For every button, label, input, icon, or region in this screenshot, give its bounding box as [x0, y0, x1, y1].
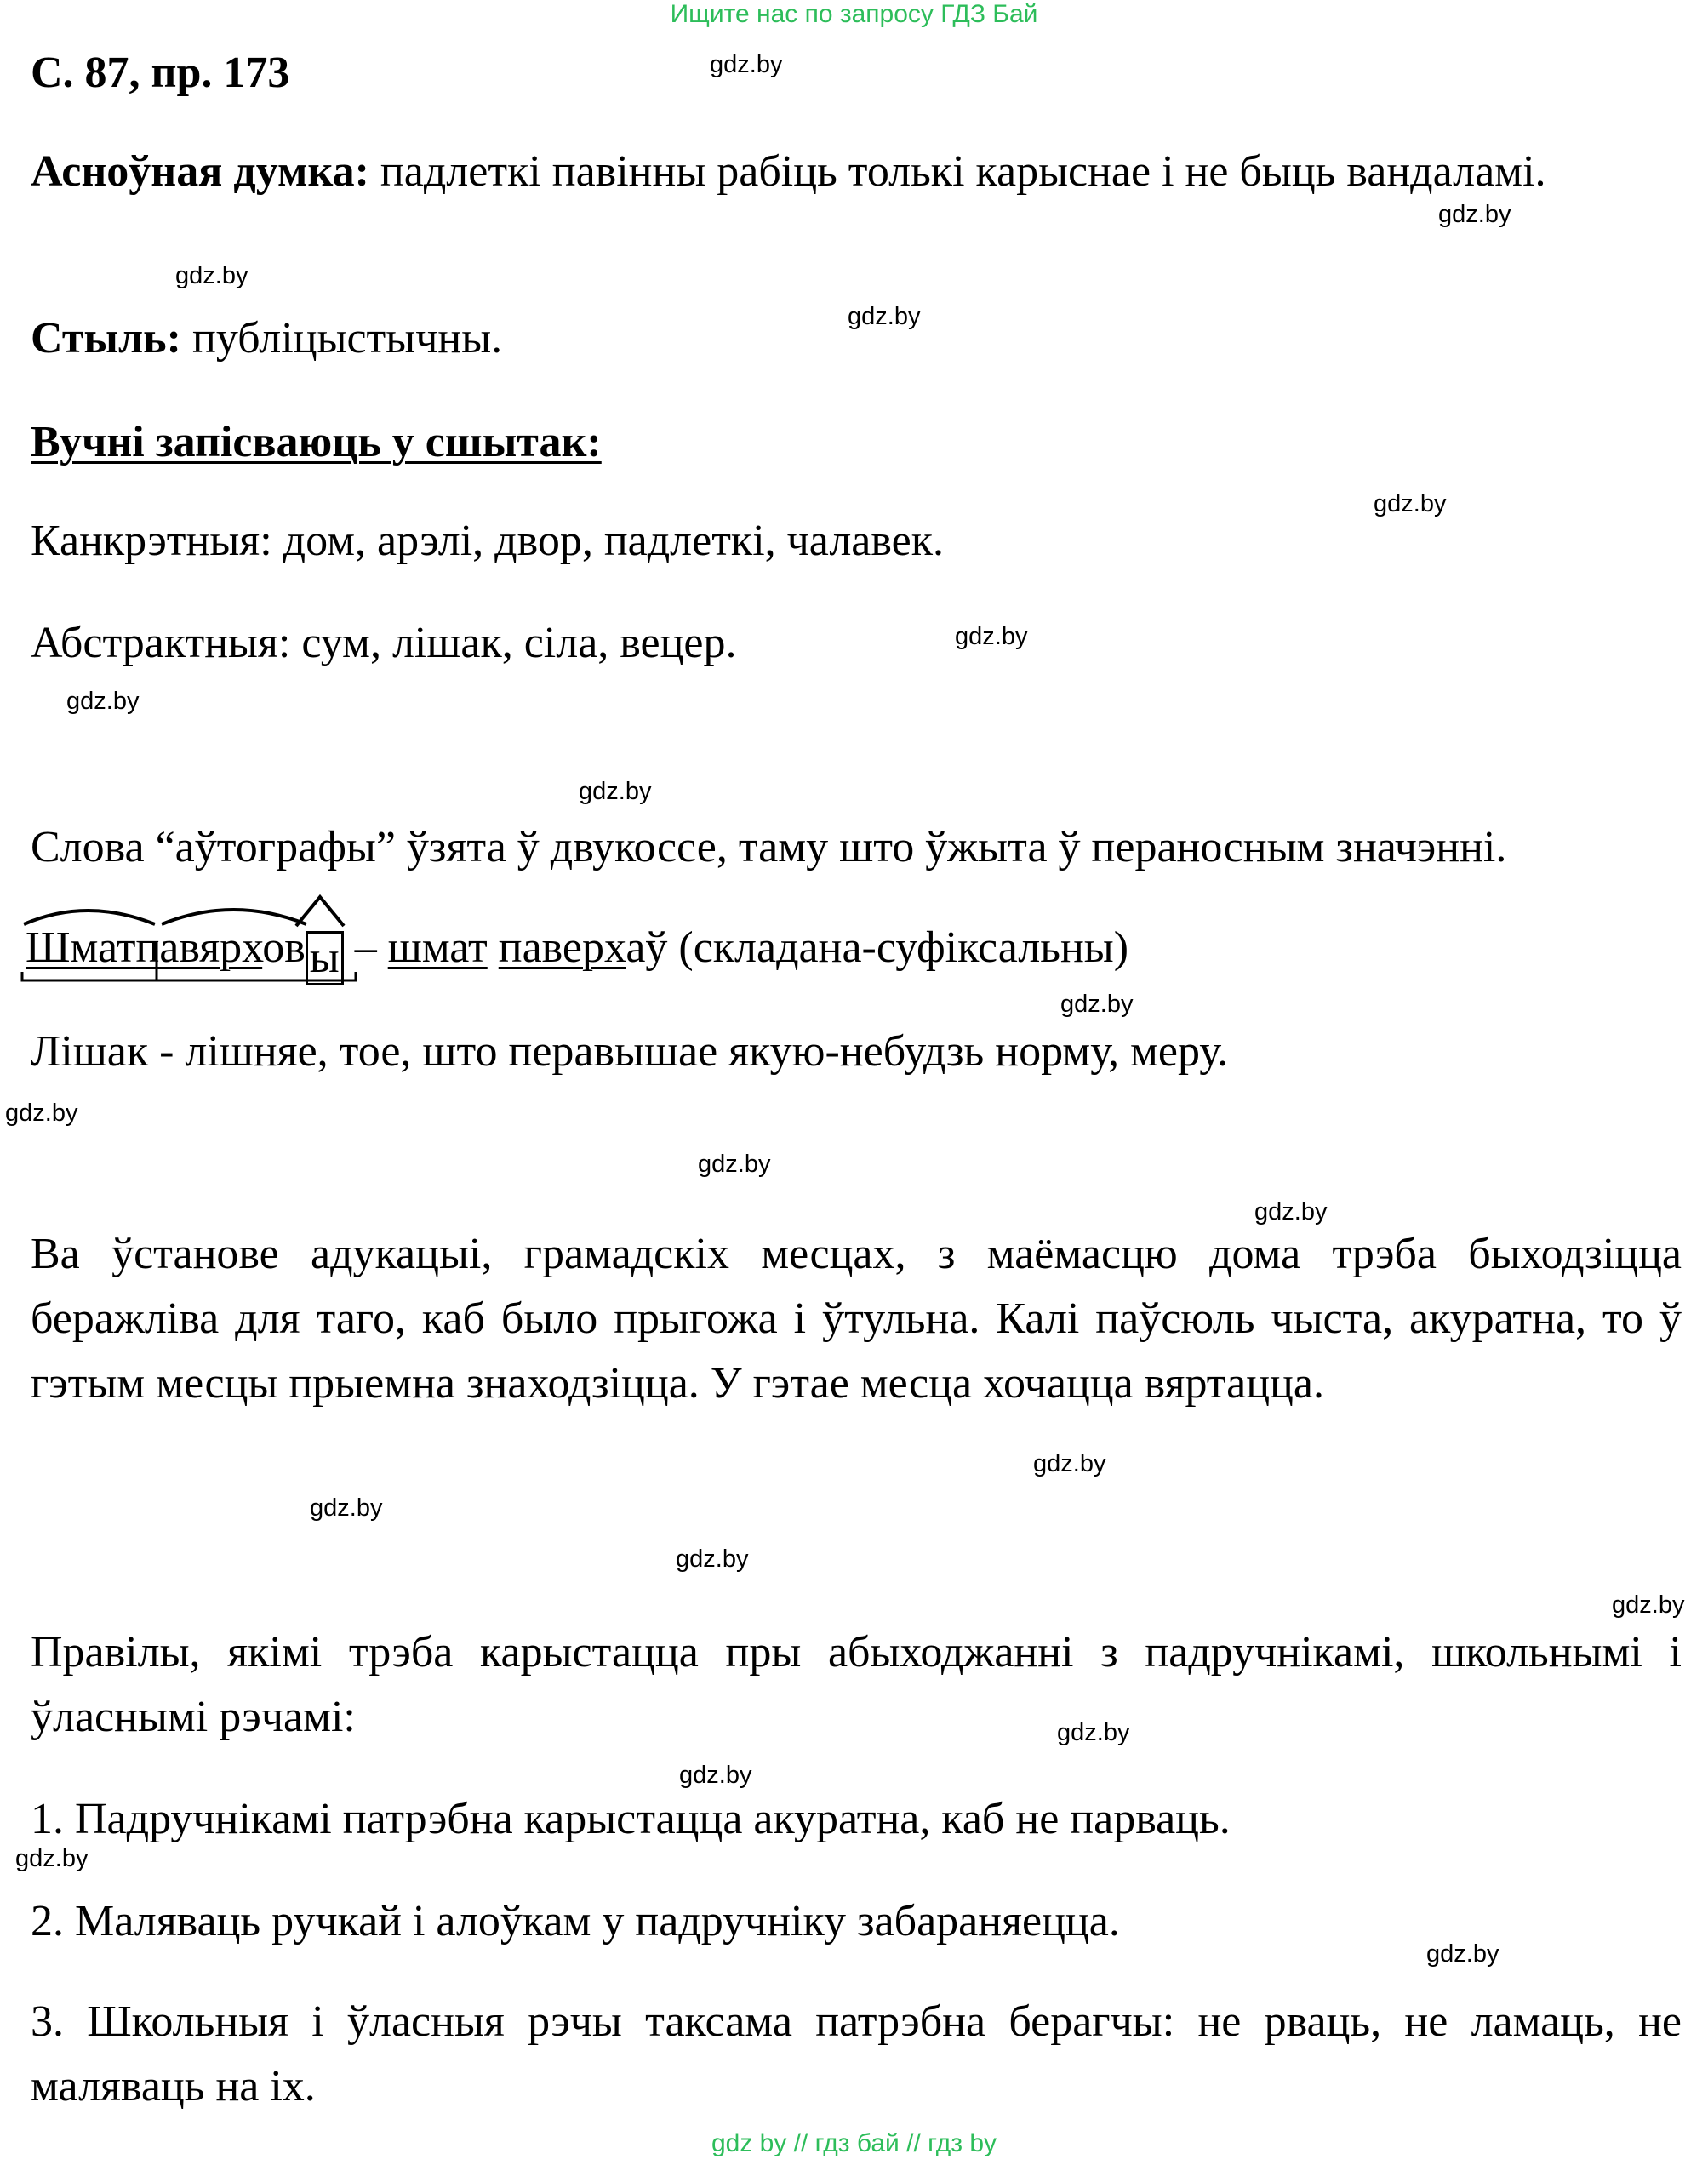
concrete-nouns: Канкрэтныя: дом, арэлі, двор, падлеткі, чалавек.: [31, 517, 944, 565]
rule-item-3: 3. Школьныя і ўласныя рэчы таксама патрэбна берагчы: не рваць, не ламаць, не маляваць на іх.: [31, 1997, 1682, 2111]
watermark: gdz.by: [310, 1494, 383, 1522]
morphology-line: [26, 916, 1128, 985]
watermark: gdz.by: [1426, 1940, 1499, 1968]
top-banner: Ищите нас по запросу ГДЗ Бай: [670, 0, 1038, 28]
morph-word-1: шмат: [387, 923, 488, 972]
quotes-explanation: Слова “аўтографы” ўзята ў двукоссе, таму што ўжыта ў пераносным значэнні.: [31, 823, 1507, 871]
morph-tail: аў (складана-суфіксальны): [626, 923, 1129, 972]
watermark: gdz.by: [710, 51, 783, 78]
morph-dash: –: [343, 923, 388, 972]
footer-links: gdz by // гдз бай // гдз by: [711, 2129, 997, 2157]
watermark: gdz.by: [1033, 1450, 1106, 1477]
morph-root-1: Шмат: [26, 923, 136, 972]
style-text: публіцыстычны.: [181, 314, 503, 363]
watermark: gdz.by: [698, 1151, 771, 1178]
style-line: [31, 306, 502, 371]
lishak-definition: Лішак - лішняе, тое, што перавышае якую-небудзь норму, меру.: [31, 1027, 1229, 1076]
morph-space: [488, 923, 499, 972]
page-title: С. 87, пр. 173: [31, 49, 290, 97]
rule-item-1: 1. Падручнікамі патрэбна карыстацца акуратна, каб не парваць.: [31, 1795, 1231, 1843]
morph-root-2: павярх: [135, 923, 263, 972]
watermark: gdz.by: [1438, 201, 1511, 228]
watermark: gdz.by: [1060, 991, 1134, 1018]
watermark: gdz.by: [1254, 1198, 1328, 1225]
body-paragraph: Ва ўстанове адукацыі, грамадскіх месцах, з маёмасцю дома трэба быходзіцца беражліва для таго, каб было прыгожа і ўтульна. Калі паўсюль чыста, акуратна, то ў гэтым месцы прыемна знаходзіцца. У гэтае месца хочацца вяртацца.: [31, 1230, 1682, 1408]
watermark: gdz.by: [676, 1545, 749, 1573]
style-label: Стыль:: [31, 314, 181, 363]
watermark: gdz.by: [848, 303, 921, 330]
rule-item-2: 2. Маляваць ручкай і алоўкам у падручніку забараняецца.: [31, 1897, 1120, 1945]
watermark: gdz.by: [175, 262, 248, 289]
watermark: gdz.by: [679, 1762, 752, 1789]
rules-intro: Правілы, якімі трэба карыстацца пры абыходжанні з падручнікамі, школьнымі і ўласнымі рэчамі:: [31, 1628, 1682, 1741]
watermark: gdz.by: [15, 1845, 89, 1872]
watermark: gdz.by: [66, 688, 140, 715]
watermark: gdz.by: [1374, 490, 1447, 517]
main-idea-text: падлеткі павінны рабіць толькі карыснае і не быць вандаламі.: [368, 147, 1546, 196]
watermark: gdz.by: [579, 778, 652, 805]
watermark: gdz.by: [955, 623, 1028, 650]
watermark: gdz.by: [1612, 1591, 1685, 1619]
main-idea-label: Асноўная думка:: [31, 147, 369, 196]
abstract-nouns: Абстрактныя: сум, лішак, сіла, вецер.: [31, 619, 737, 667]
notebook-heading: Вучні запісваюць у сшытак:: [31, 418, 602, 466]
morph-word-2: паверх: [498, 923, 626, 972]
watermark: gdz.by: [5, 1100, 78, 1127]
morph-ending-box: ы: [306, 931, 344, 985]
watermark: gdz.by: [1057, 1719, 1130, 1746]
morph-suffix: ов: [262, 923, 306, 972]
main-idea: [31, 140, 1682, 204]
